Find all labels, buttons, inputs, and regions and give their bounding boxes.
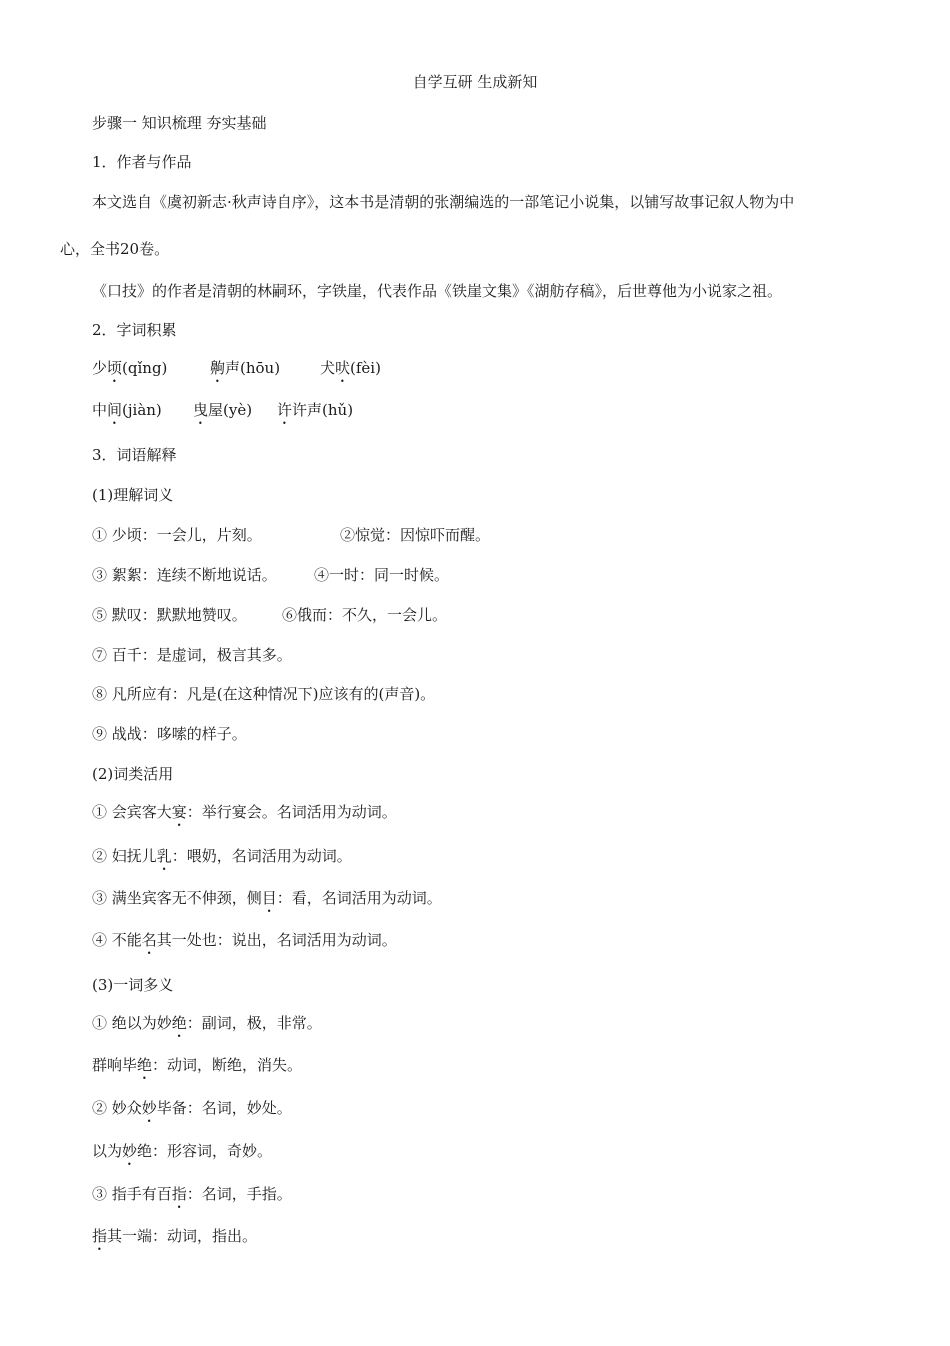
polysemy-item: ③ 指手有百指：名词，手指。 [92,1185,292,1203]
section-words-heading: 3．词语解释 [92,446,177,464]
definition-item: ⑧ 凡所应有：凡是(在这种情况下)应该有的(声音)。 [92,685,436,703]
definition-item: ⑦ 百千：是虚词，极言其多。 [92,646,292,664]
section-vocab-heading: 2．字词积累 [92,321,177,339]
definition-item: ③ 絮絮：连续不断地说话。 [92,566,277,584]
vocab-item: 曳屋(yè) [193,401,253,419]
definition-item: ⑨ 战战：哆嗦的样子。 [92,725,247,743]
conversion-item: ④ 不能名其一处也：说出，名词活用为动词。 [92,931,397,949]
vocab-item: 犬吠(fèi) [320,359,381,377]
definition-item: ⑤ 默叹：默默地赞叹。 [92,606,247,624]
polysemy-item: ② 妙众妙毕备：名词，妙处。 [92,1099,292,1117]
paragraph-author: 《口技》的作者是清朝的林嗣环，字铁崖，代表作品《铁崖文集》《湖舫存稿》，后世尊他为小说家之祖。 [92,282,783,300]
conversion-item: ② 妇抚儿乳：喂奶，名词活用为动词。 [92,847,352,865]
polysemy-item: 群响毕绝：动词，断绝，消失。 [92,1056,303,1074]
definition-item: ⑥俄而：不久，一会儿。 [282,606,448,624]
conversion-item: ③ 满坐宾客无不伸颈，侧目：看，名词活用为动词。 [92,889,442,907]
vocab-item: 许许声(hǔ) [277,401,354,419]
polysemy-item: 指其一端：动词，指出。 [92,1227,258,1245]
definition-item: ④一时：同一时候。 [314,566,450,584]
polysemy-item: 以为妙绝：形容词，奇妙。 [92,1142,273,1160]
definition-item: ① 少顷：一会儿，片刻。 [92,526,262,544]
vocab-item: 少顷(qǐng) [92,359,168,377]
section-author-heading: 1．作者与作品 [92,153,192,171]
subsection-conversion: (2)词类活用 [92,765,174,783]
vocab-item: 中间(jiàn) [92,401,162,419]
paragraph-source-line1: 本文选自《虞初新志·秋声诗自序》，这本书是清朝的张潮编选的一部笔记小说集，以铺写故事记叙人物为中 [92,193,795,211]
page-title: 自学互研 生成新知 [412,73,538,91]
subsection-polysemy: (3)一词多义 [92,976,174,994]
step-heading: 步骤一 知识梳理 夯实基础 [92,114,267,132]
vocab-item: 齁声(hōu) [210,359,281,377]
definition-item: ②惊觉：因惊吓而醒。 [340,526,491,544]
polysemy-item: ① 绝以为妙绝：副词，极，非常。 [92,1014,322,1032]
conversion-item: ① 会宾客大宴：举行宴会。名词活用为动词。 [92,803,397,821]
paragraph-source-line2: 心，全书20卷。 [60,240,170,258]
subsection-meaning: (1)理解词义 [92,486,174,504]
